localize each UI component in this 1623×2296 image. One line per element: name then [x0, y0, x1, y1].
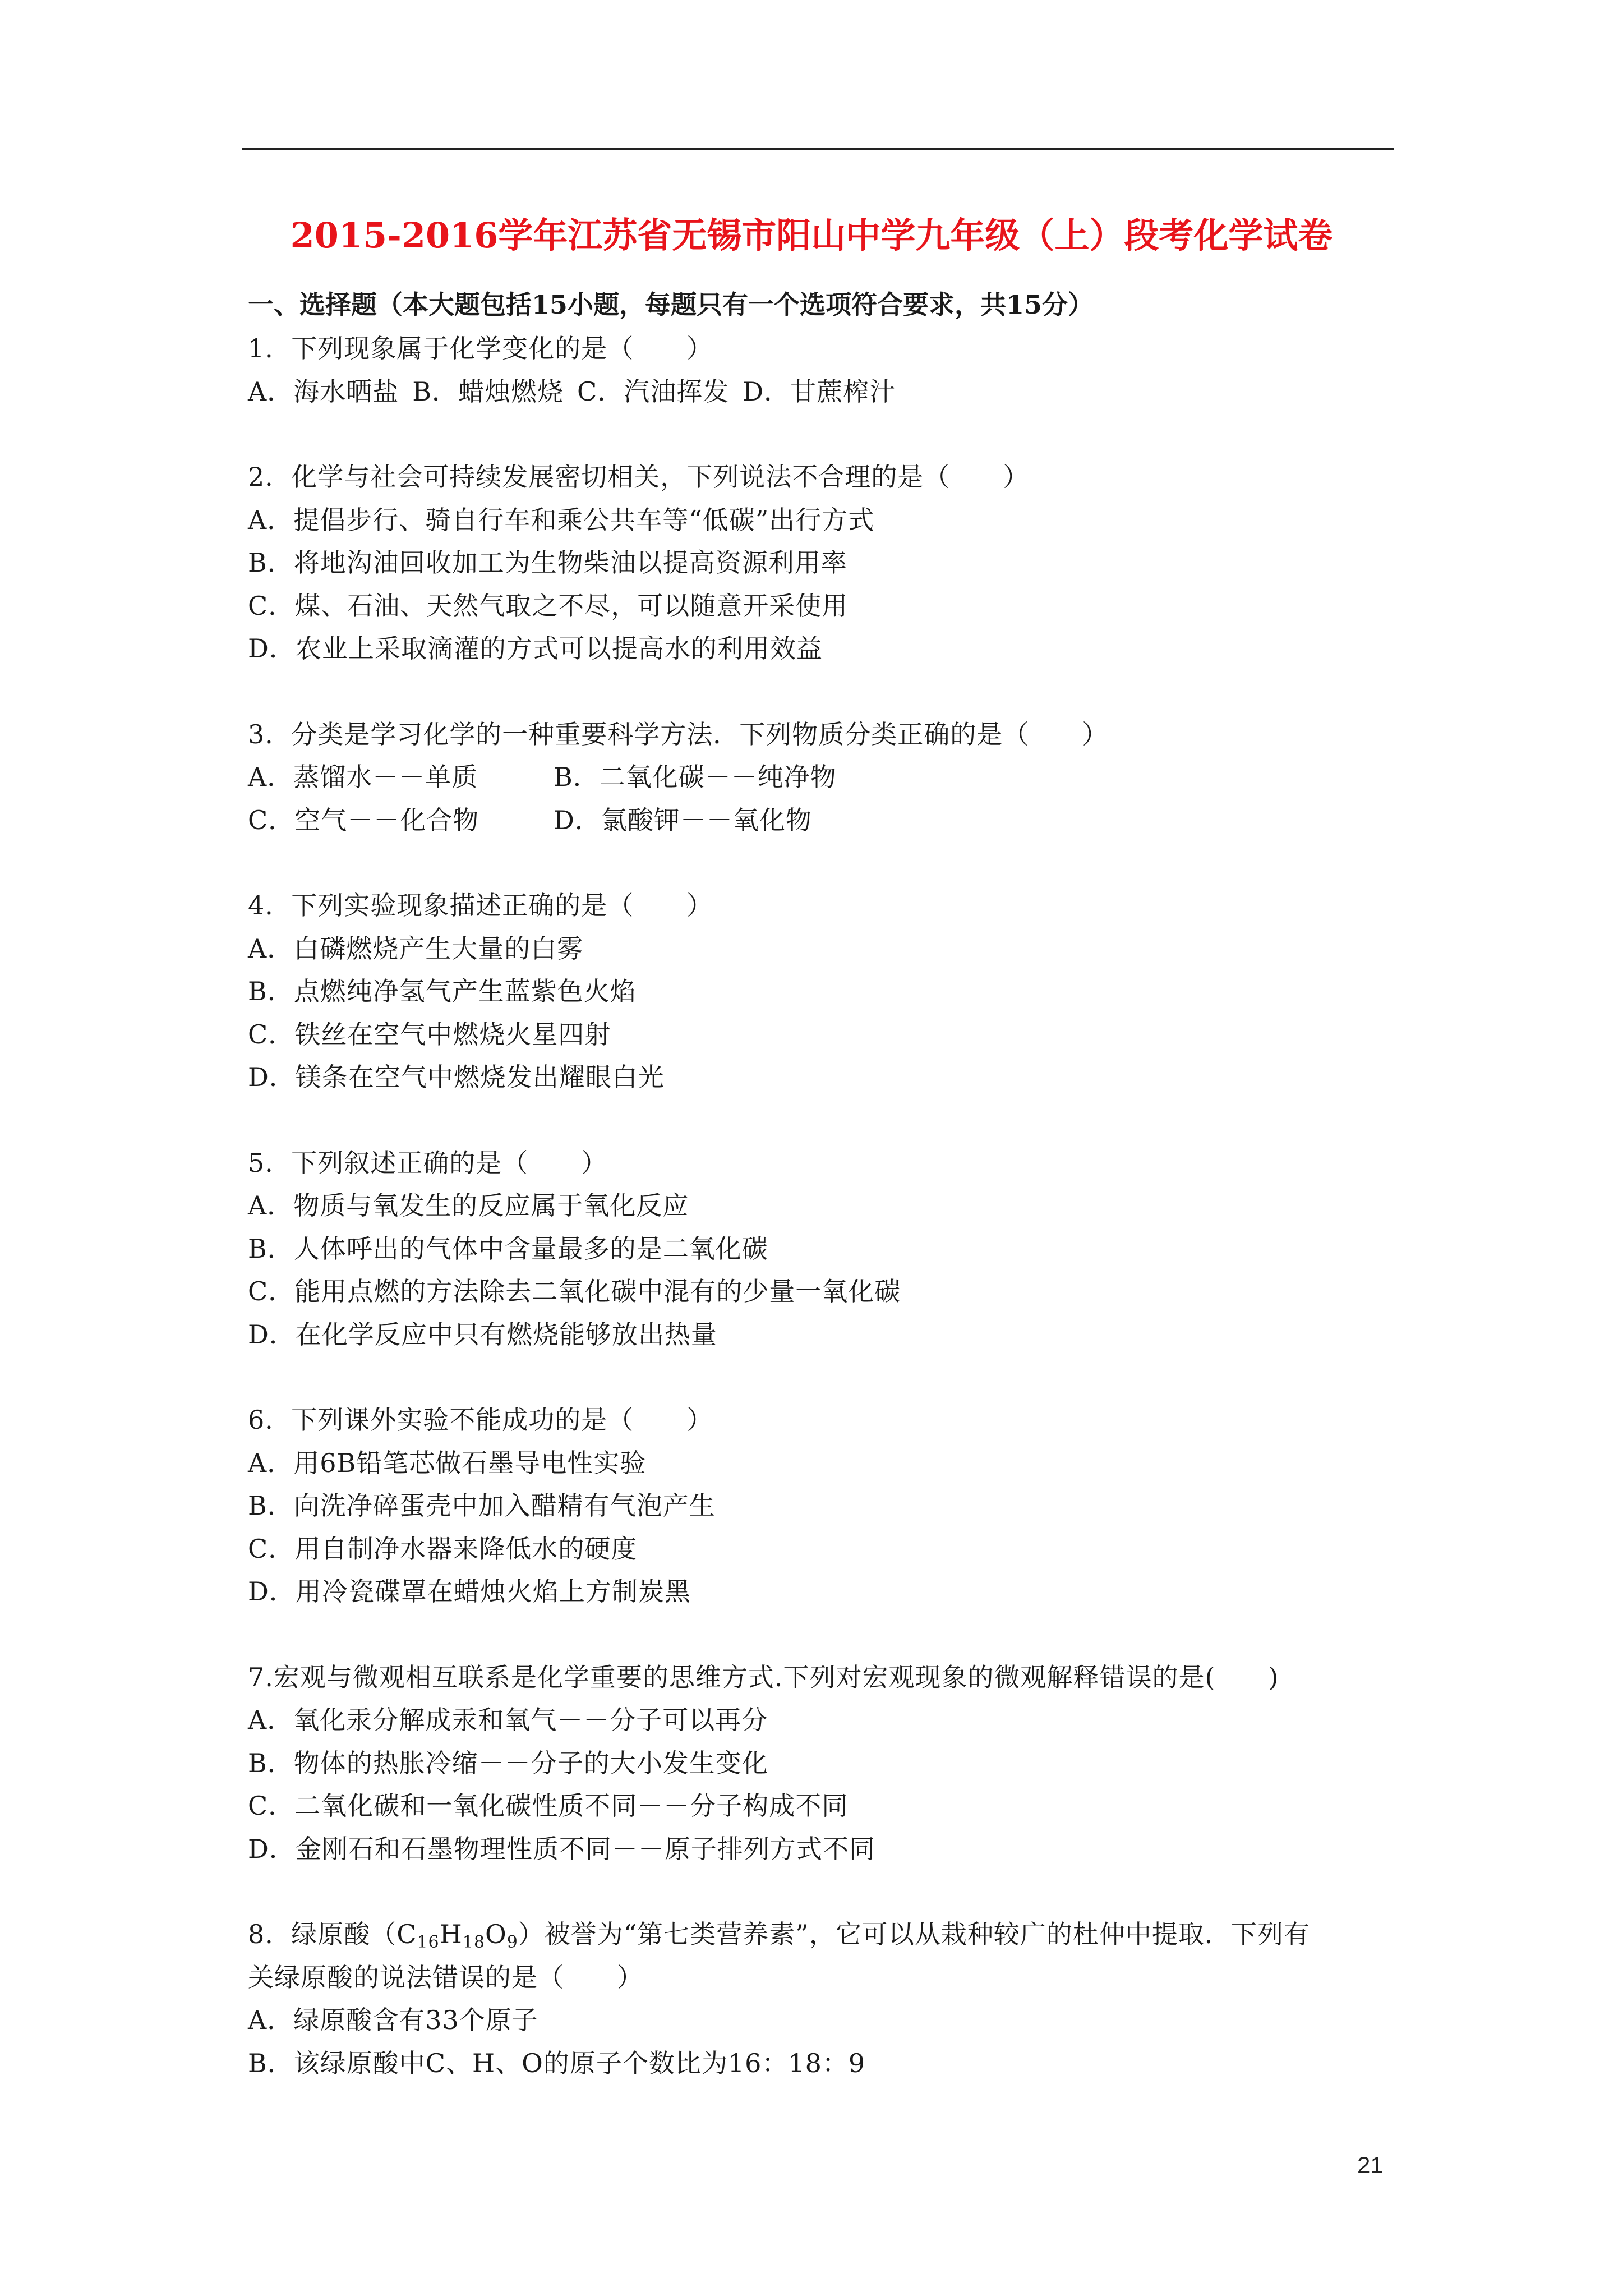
oxygen-symbol: O — [485, 1919, 507, 1949]
option-c: C．二氧化碳和一氧化碳性质不同－－分子构成不同 — [248, 1791, 849, 1821]
question-stem: 4．下列实验现象描述正确的是（ ） — [248, 890, 713, 921]
question-stem: 3．分类是学习化学的一种重要科学方法．下列物质分类正确的是（ ） — [248, 719, 1109, 749]
question-stem: 7.宏观与微观相互联系是化学重要的思维方式.下列对宏观现象的微观解释错误的是( ) — [248, 1662, 1279, 1692]
question-stem: 2．化学与社会可持续发展密切相关，下列说法不合理的是（ ） — [248, 462, 1030, 492]
option-a: A．用6B铅笔芯做石墨导电性实验 — [248, 1447, 647, 1478]
option-d: D．农业上采取滴灌的方式可以提高水的利用效益 — [248, 633, 823, 664]
option-a: A．物质与氧发生的反应属于氧化反应 — [248, 1190, 689, 1221]
question-stem: 6．下列课外实验不能成功的是（ ） — [248, 1405, 713, 1435]
option-a: A．氧化汞分解成汞和氧气－－分子可以再分 — [248, 1705, 768, 1735]
option-b: B．蜡烛燃烧 — [412, 376, 564, 407]
question-stem: 5．下列叙述正确的是（ ） — [248, 1147, 608, 1178]
hydrogen-subscript: 18 — [462, 1932, 485, 1952]
option-a: A．白磷燃烧产生大量的白雾 — [248, 933, 584, 964]
stem-prefix: 8．绿原酸（C — [248, 1919, 417, 1949]
option-row — [248, 370, 1403, 413]
option-a: A．提倡步行、骑自行车和乘公共车等“低碳”出行方式 — [248, 504, 875, 535]
option-d: D．金刚石和石墨物理性质不同－－原子排列方式不同 — [248, 1833, 875, 1864]
hydrogen-symbol: H — [439, 1919, 463, 1949]
option-b: B．物体的热胀冷缩－－分子的大小发生变化 — [248, 1747, 768, 1778]
question-3 — [248, 713, 1403, 842]
question-4 — [248, 884, 1403, 1099]
option-c: C．空气－－化合物 — [248, 804, 479, 835]
section-heading: 一、选择题（本大题包括15小题，每题只有一个选项符合要求，共15分） — [248, 289, 1094, 320]
question-stem-continued: 关绿原酸的说法错误的是（ ） — [248, 1962, 643, 1993]
question-2 — [248, 455, 1403, 670]
option-row — [248, 756, 1403, 799]
question-stem — [248, 1913, 1403, 1956]
option-a: A．绿原酸含有33个原子 — [248, 2005, 538, 2035]
option-d: D．甘蔗榨汁 — [743, 376, 896, 407]
option-a: A．海水晒盐 — [248, 376, 399, 407]
option-c: C．铁丝在空气中燃烧火星四射 — [248, 1019, 611, 1050]
option-b: B．点燃纯净氢气产生蓝紫色火焰 — [248, 976, 637, 1006]
question-7 — [248, 1656, 1403, 1871]
option-c: C．汽油挥发 — [577, 376, 730, 407]
option-a: A．蒸馏水－－单质 — [248, 762, 478, 792]
oxygen-subscript: 9 — [506, 1932, 518, 1952]
document-title: 2015-2016学年江苏省无锡市阳山中学九年级（上）段考化学试卷 — [290, 215, 1333, 256]
question-8 — [248, 1913, 1403, 2085]
option-c: C．用自制净水器来降低水的硬度 — [248, 1533, 638, 1564]
option-b: B．将地沟油回收加工为生物柴油以提高资源利用率 — [248, 547, 847, 578]
option-d: D．在化学反应中只有燃烧能够放出热量 — [248, 1319, 717, 1350]
option-row — [248, 799, 1403, 842]
option-c: C．煤、石油、天然气取之不尽，可以随意开采使用 — [248, 590, 849, 621]
option-b: B．人体呼出的气体中含量最多的是二氧化碳 — [248, 1233, 768, 1264]
stem-suffix: ）被誉为“第七类营养素”，它可以从栽种较广的杜仲中提取．下列有 — [518, 1919, 1310, 1949]
option-d: D．氯酸钾－－氧化物 — [554, 804, 812, 835]
option-d: D．用冷瓷碟罩在蜡烛火焰上方制炭黑 — [248, 1576, 691, 1607]
question-stem: 1．下列现象属于化学变化的是（ ） — [248, 333, 713, 364]
option-b: B．二氧化碳－－纯净物 — [554, 762, 837, 792]
question-6 — [248, 1398, 1403, 1613]
question-5 — [248, 1142, 1403, 1356]
question-list — [248, 327, 1403, 2127]
option-c: C．能用点燃的方法除去二氧化碳中混有的少量一氧化碳 — [248, 1276, 901, 1306]
option-b: B．向洗净碎蛋壳中加入醋精有气泡产生 — [248, 1490, 716, 1521]
header-rule — [242, 148, 1394, 150]
carbon-subscript: 16 — [417, 1932, 440, 1952]
option-d: D．镁条在空气中燃烧发出耀眼白光 — [248, 1062, 665, 1092]
option-b: B．该绿原酸中C、H、O的原子个数比为16：18：9 — [248, 2047, 866, 2078]
page-number: 21 — [1357, 2152, 1384, 2178]
question-1 — [248, 327, 1403, 413]
